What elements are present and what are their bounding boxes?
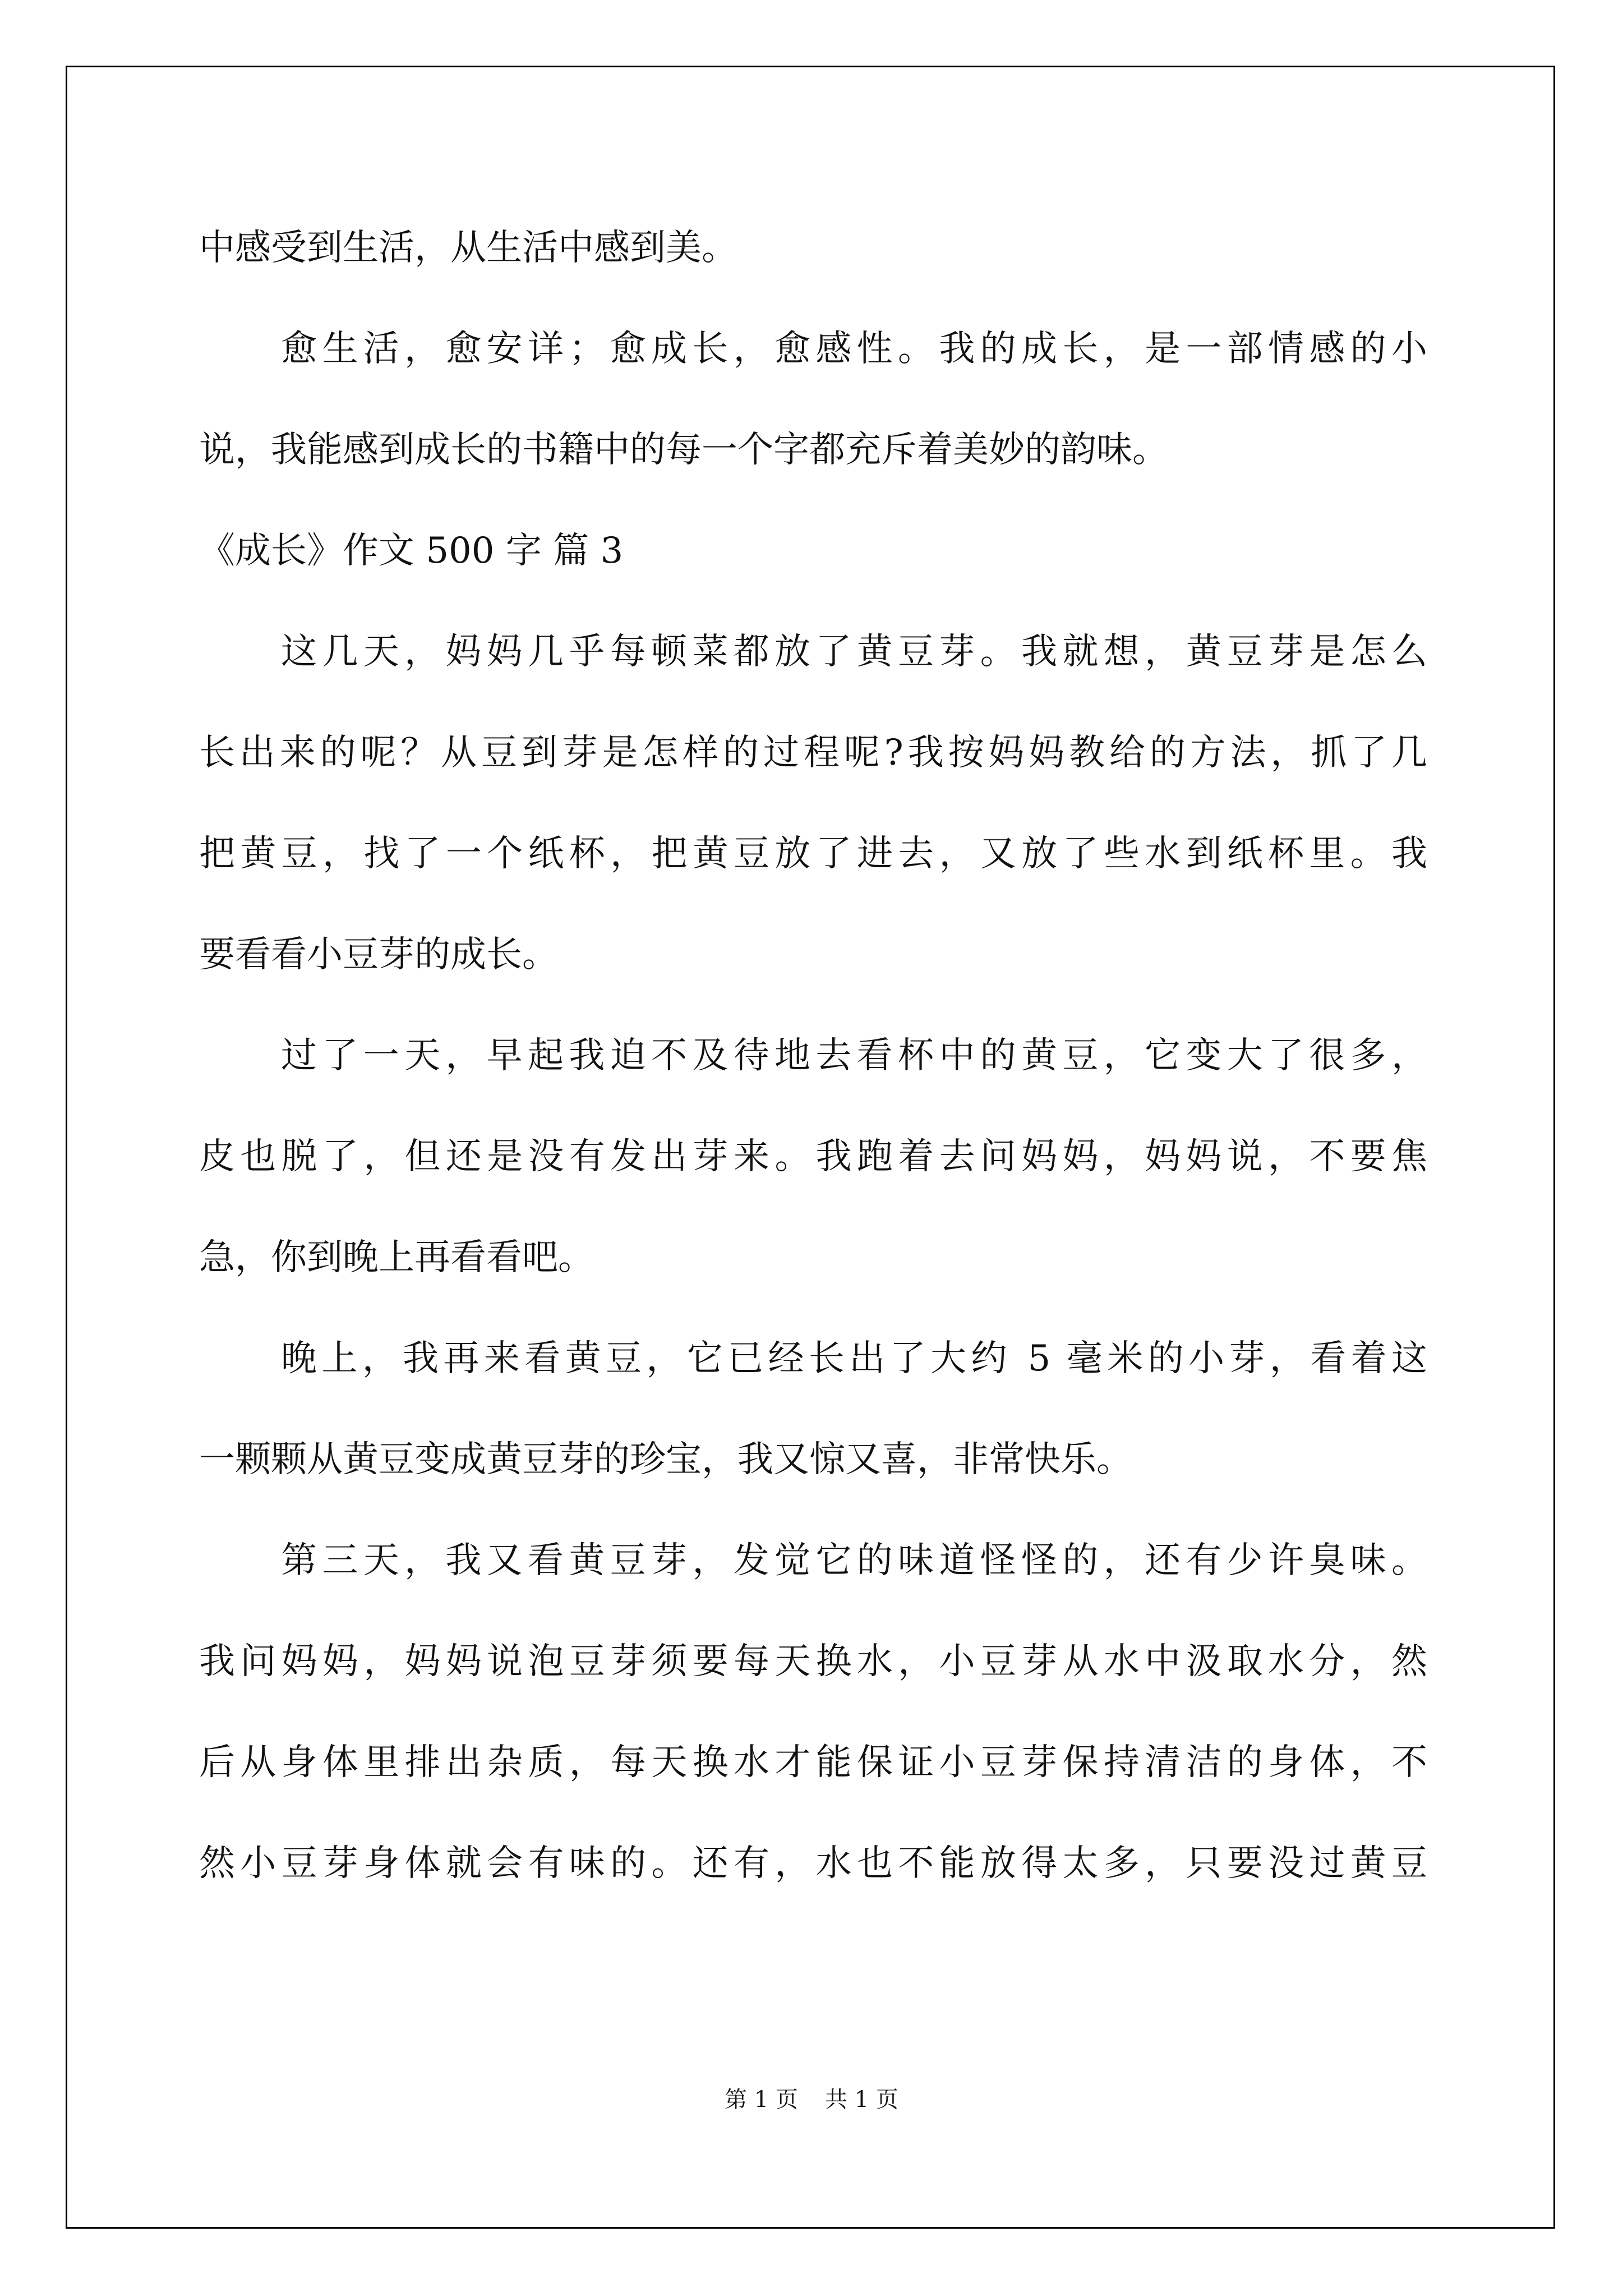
text-line: 要看看小豆芽的成长。 — [199, 934, 558, 976]
text-line: 说，我能感到成长的书籍中的每一个字都充斥着美妙的韵味。 — [199, 429, 1168, 471]
page-number: 第 1 页 — [725, 2087, 798, 2113]
text-line: 皮也脱了，但还是没有发出芽来。我跑着去问妈妈，妈妈说，不要焦 — [199, 1136, 1427, 1177]
paragraph-start-line: 晚上，我再来看黄豆，它已经长出了大约 5 毫米的小芽，看着这 — [281, 1338, 1427, 1379]
paragraph-start-line: 愈生活，愈安详；愈成长，愈感性。我的成长，是一部情感的小 — [281, 328, 1427, 370]
text-line: 后从身体里排出杂质，每天换水才能保证小豆芽保持清洁的身体，不 — [199, 1742, 1427, 1783]
text-line: 我问妈妈，妈妈说泡豆芽须要每天换水，小豆芽从水中汲取水分，然 — [199, 1641, 1427, 1682]
section-heading: 《成长》作文 500 字 篇 3 — [199, 530, 624, 572]
text-line: 长出来的呢？从豆到芽是怎样的过程呢?我按妈妈教给的方法，抓了几 — [199, 732, 1427, 774]
paragraph-start-line: 过了一天，早起我迫不及待地去看杯中的黄豆，它变大了很多， — [281, 1035, 1427, 1076]
text-line: 一颗颗从黄豆变成黄豆芽的珍宝，我又惊又喜，非常快乐。 — [199, 1439, 1132, 1480]
paragraph-start-line: 第三天，我又看黄豆芽，发觉它的味道怪怪的，还有少许臭味。 — [281, 1540, 1427, 1581]
page-total: 共 1 页 — [825, 2087, 898, 2113]
paragraph-start-line: 这几天，妈妈几乎每顿菜都放了黄豆芽。我就想，黄豆芽是怎么 — [281, 631, 1427, 673]
page-footer — [0, 2084, 1623, 2115]
text-line: 中感受到生活，从生活中感到美。 — [199, 227, 737, 269]
text-line: 急，你到晚上再看看吧。 — [199, 1237, 594, 1278]
text-line: 然小豆芽身体就会有味的。还有，水也不能放得太多，只要没过黄豆 — [199, 1843, 1427, 1884]
text-line: 把黄豆，找了一个纸杯，把黄豆放了进去，又放了些水到纸杯里。我 — [199, 833, 1427, 875]
document-body — [199, 214, 1427, 1931]
